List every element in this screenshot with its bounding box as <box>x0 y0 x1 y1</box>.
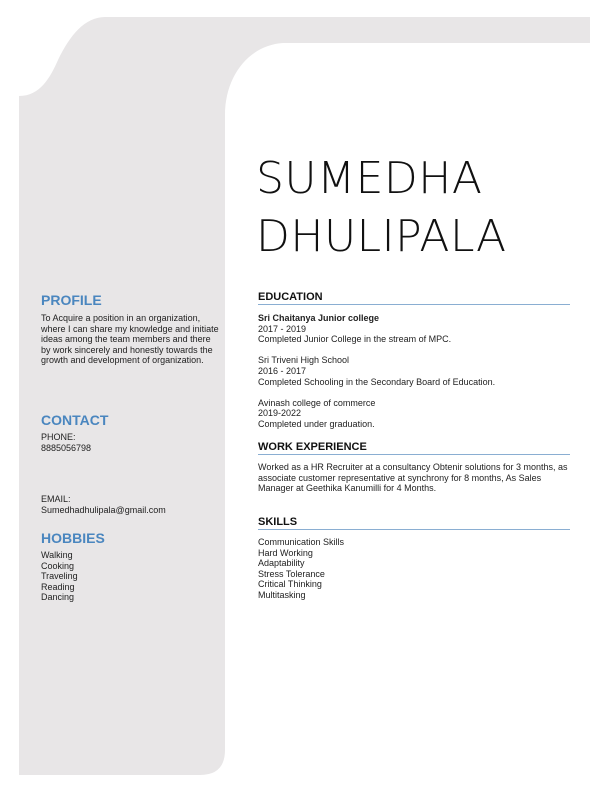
profile-heading: PROFILE <box>41 292 102 308</box>
contact-phone <box>41 432 221 453</box>
list-item: Adaptability <box>258 558 305 569</box>
work-heading: WORK EXPERIENCE <box>258 441 570 455</box>
school-years: 2017 - 2019 <box>258 323 307 334</box>
email-value[interactable]: Sumedhadhulipala@gmail.com <box>41 504 166 515</box>
list-item: Walking <box>41 550 73 560</box>
work-text: Worked as a HR Recruiter at a consultancy Obtenir solutions for 3 months, as associate customer representative at synchrony for 8 months, As Sales Manager at Geethika Kanumilli for 4 Months. <box>258 462 568 494</box>
school-desc: Completed Junior College in the stream of MPC. <box>258 334 452 345</box>
school-name: Sri Chaitanya Junior college <box>258 313 380 323</box>
list-item: Critical Thinking <box>258 579 322 590</box>
school-name: Avinash college of commerce <box>258 397 376 408</box>
phone-label: PHONE: <box>41 432 76 442</box>
list-item: Cooking <box>41 560 75 571</box>
hobbies-list <box>41 550 221 603</box>
phone-value: 8885056798 <box>41 442 92 453</box>
list-item: Stress Tolerance <box>258 568 325 579</box>
email-label: EMAIL: <box>41 494 71 504</box>
contact-email <box>41 494 221 515</box>
school-name: Sri Triveni High School <box>258 355 350 366</box>
list-item: Communication Skills <box>258 537 345 547</box>
list-item: Multitasking <box>258 589 306 600</box>
profile-text: To Acquire a position in an organization, where I can share my knowledge and initiate ideas among the team members and there by work sincerely and honestly towards the growth and development of organization. <box>41 313 219 366</box>
candidate-name <box>256 150 507 266</box>
list-item: Hard Working <box>258 547 313 558</box>
hobbies-heading: HOBBIES <box>41 530 105 546</box>
last-name: DHULIPALA <box>256 211 507 262</box>
school-years: 2019-2022 <box>258 408 302 419</box>
contact-heading: CONTACT <box>41 412 109 428</box>
first-name: SUMEDHA <box>256 153 483 204</box>
school-desc: Completed under graduation. <box>258 418 375 429</box>
school-desc: Completed Schooling in the Secondary Board of Education. <box>258 376 496 387</box>
education-list <box>258 313 570 430</box>
skills-list <box>258 537 570 601</box>
skills-heading: SKILLS <box>258 516 570 530</box>
list-item: Traveling <box>41 571 78 582</box>
school-years: 2016 - 2017 <box>258 365 307 376</box>
education-heading: EDUCATION <box>258 291 570 305</box>
list-item: Dancing <box>41 592 75 603</box>
list-item: Reading <box>41 581 75 592</box>
